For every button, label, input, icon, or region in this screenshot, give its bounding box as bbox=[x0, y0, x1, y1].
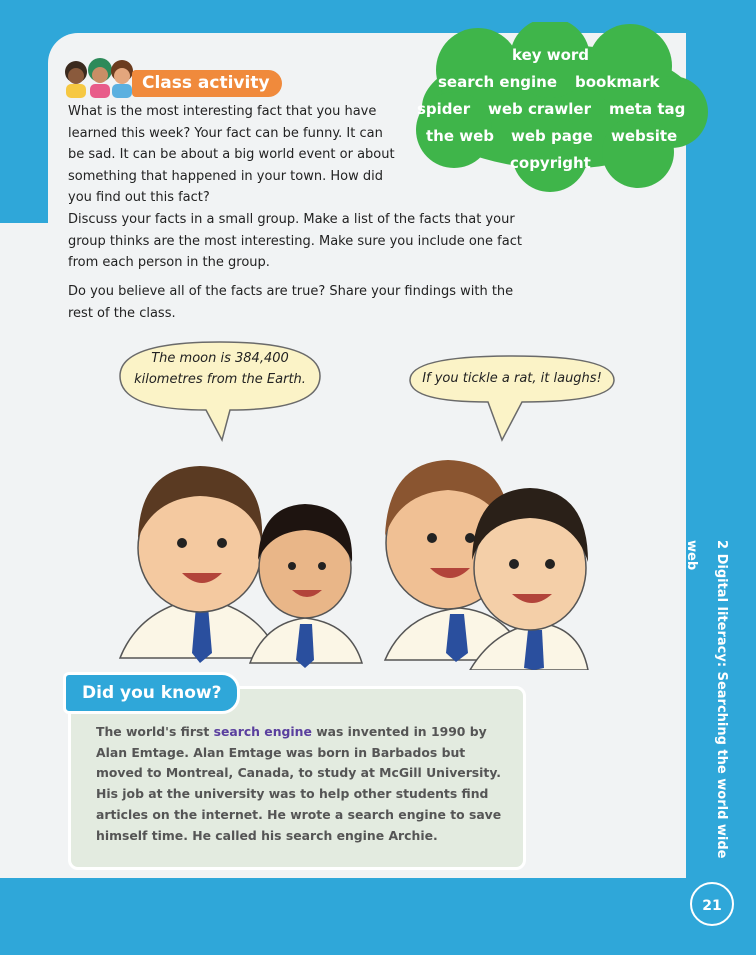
left-blue-tab bbox=[0, 33, 48, 223]
keyword-bookmark: bookmark bbox=[575, 73, 660, 91]
dyk-text-end: was invented in 1990 by Alan Emtage. Alan Emtage was born in Barbados but moved to Montreal, Canada, to study at McGill University. His job at the university was to help other students find articles on the internet. He wrote a search engine to save himself time. He called his search engine Archie. bbox=[96, 724, 502, 843]
left-margin bbox=[0, 223, 48, 878]
keyword-spider: spider bbox=[417, 100, 471, 118]
did-you-know-text bbox=[96, 722, 506, 846]
activity-paragraph-1: What is the most interesting fact that you have learned this week? Your fact can be funny. It can be sad. It can be about a big world event or about something that happened in your town. How did you find out this fact? bbox=[68, 104, 395, 205]
speech-bubble-1-text: The moon is 384,400 kilometres from the Earth. bbox=[134, 351, 306, 387]
chapter-side-label: 2 Digital literacy: Searching the world wide web bbox=[684, 540, 729, 859]
class-activity-badge: Class activity bbox=[132, 70, 282, 97]
dyk-text-start: The world's first bbox=[96, 724, 214, 739]
speech-bubble-2-text: If you tickle a rat, it laughs! bbox=[422, 371, 602, 386]
kids-illustration-icon bbox=[62, 56, 138, 98]
keyword-copyright: copyright bbox=[510, 154, 591, 172]
keyword-search-engine: search engine bbox=[438, 73, 557, 91]
keyword-web-page: web page bbox=[511, 127, 593, 145]
boys-illustration-icon bbox=[100, 448, 590, 670]
keyword-web-crawler: web crawler bbox=[488, 100, 591, 118]
page-number: 21 bbox=[690, 882, 734, 926]
bottom-band bbox=[0, 878, 756, 955]
keyword-meta-tag: meta tag bbox=[609, 100, 686, 118]
speech-bubble-2-icon bbox=[404, 352, 620, 444]
dyk-highlight-term: search engine bbox=[213, 724, 312, 739]
keyword-the-web: the web bbox=[426, 127, 495, 145]
activity-paragraph-3: Do you believe all of the facts are true? Share your findings with the rest of the class. bbox=[68, 284, 514, 321]
keyword-website: website bbox=[611, 127, 678, 145]
activity-paragraph-2: Discuss your facts in a small group. Make a list of the facts that your group thinks are the most interesting. Make sure you include one fact from each person in the group. bbox=[68, 212, 522, 270]
did-you-know-title: Did you know? bbox=[63, 672, 240, 714]
keyword-key-word: key word bbox=[512, 46, 590, 64]
